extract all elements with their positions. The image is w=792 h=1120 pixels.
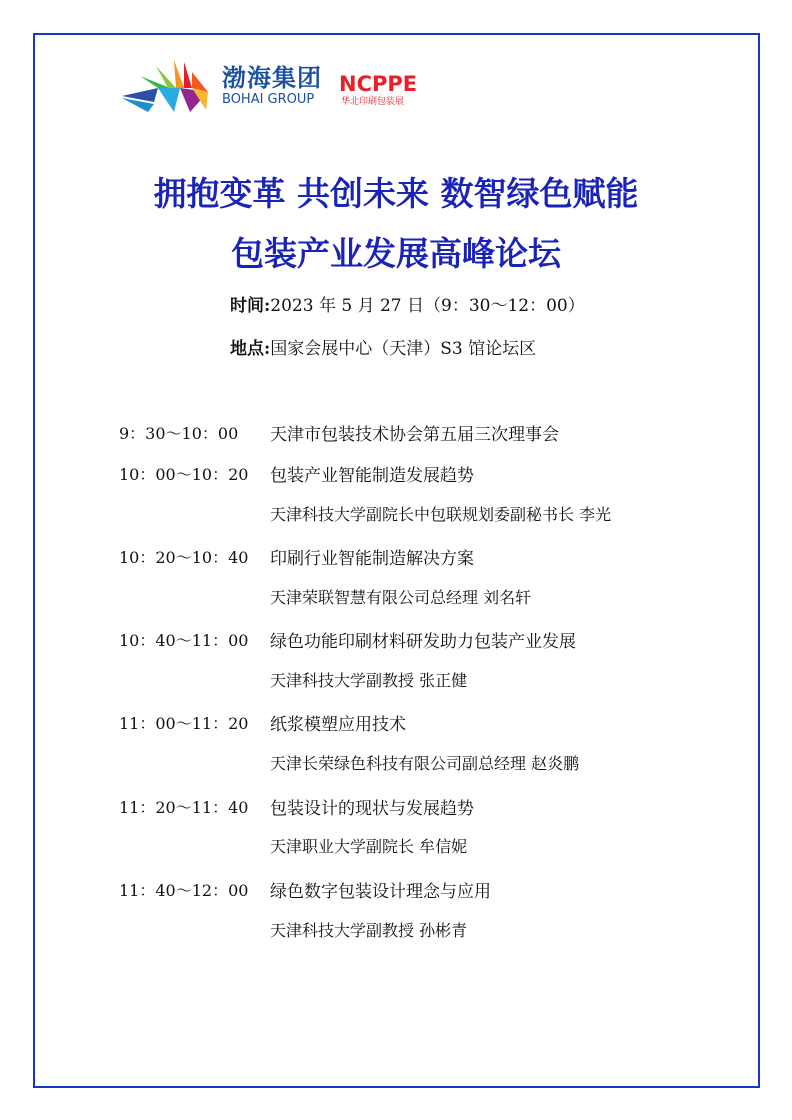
event-time [230, 291, 585, 316]
agenda-speaker: 天津荣联智慧有限公司总经理 刘名轩 [270, 588, 532, 607]
agenda-time: 10：00～10：20 [119, 465, 249, 484]
agenda-time: 10：40～11：00 [119, 631, 249, 650]
bohai-group-wordmark [222, 64, 322, 108]
agenda-speaker: 天津科技大学副教授 张正健 [270, 671, 468, 690]
ncppe-subtitle: 华北印刷包装展 [341, 97, 405, 107]
time-value: 2023 年 5 月 27 日（9：30～12：00） [270, 296, 585, 316]
place-label: 地点: [230, 339, 271, 359]
agenda-topic: 印刷行业智能制造解决方案 [270, 549, 474, 569]
agenda-topic: 包装产业智能制造发展趋势 [270, 466, 474, 486]
ncppe-logo [339, 72, 417, 108]
agenda-time: 11：40～12：00 [119, 881, 249, 900]
agenda-time: 11：00～11：20 [119, 714, 249, 733]
agenda-topic: 纸浆模塑应用技术 [270, 715, 406, 735]
agenda-time: 11：20～11：40 [119, 798, 249, 817]
event-place [230, 334, 536, 359]
page-title-line1: 拥抱变革 共创未来 数智绿色赋能 [153, 174, 639, 213]
agenda-topic: 包装设计的现状与发展趋势 [270, 799, 474, 819]
agenda-speaker: 天津长荣绿色科技有限公司副总经理 赵炎鹏 [270, 754, 580, 773]
time-label: 时间: [230, 296, 271, 316]
agenda-topic: 绿色功能印刷材料研发助力包装产业发展 [270, 632, 576, 652]
agenda-speaker: 天津科技大学副院长中包联规划委副秘书长 李光 [270, 505, 612, 524]
agenda-time: 10：20～10：40 [119, 548, 249, 567]
agenda-topic: 绿色数字包装设计理念与应用 [270, 882, 491, 902]
agenda-time: 9：30～10：00 [119, 424, 239, 443]
place-value: 国家会展中心（天津）S3 馆论坛区 [270, 339, 537, 359]
agenda-speaker: 天津科技大学副教授 孙彬青 [270, 921, 468, 940]
bohai-cn-name: 渤海集团 [222, 64, 322, 92]
agenda-topic: 天津市包装技术协会第五届三次理事会 [270, 425, 559, 445]
ncppe-wordmark: NCPPE [339, 72, 418, 96]
page-title-line2: 包装产业发展高峰论坛 [231, 234, 561, 273]
agenda-speaker: 天津职业大学副院长 牟信妮 [270, 837, 468, 856]
bohai-en-name: BOHAI GROUP [222, 92, 315, 107]
